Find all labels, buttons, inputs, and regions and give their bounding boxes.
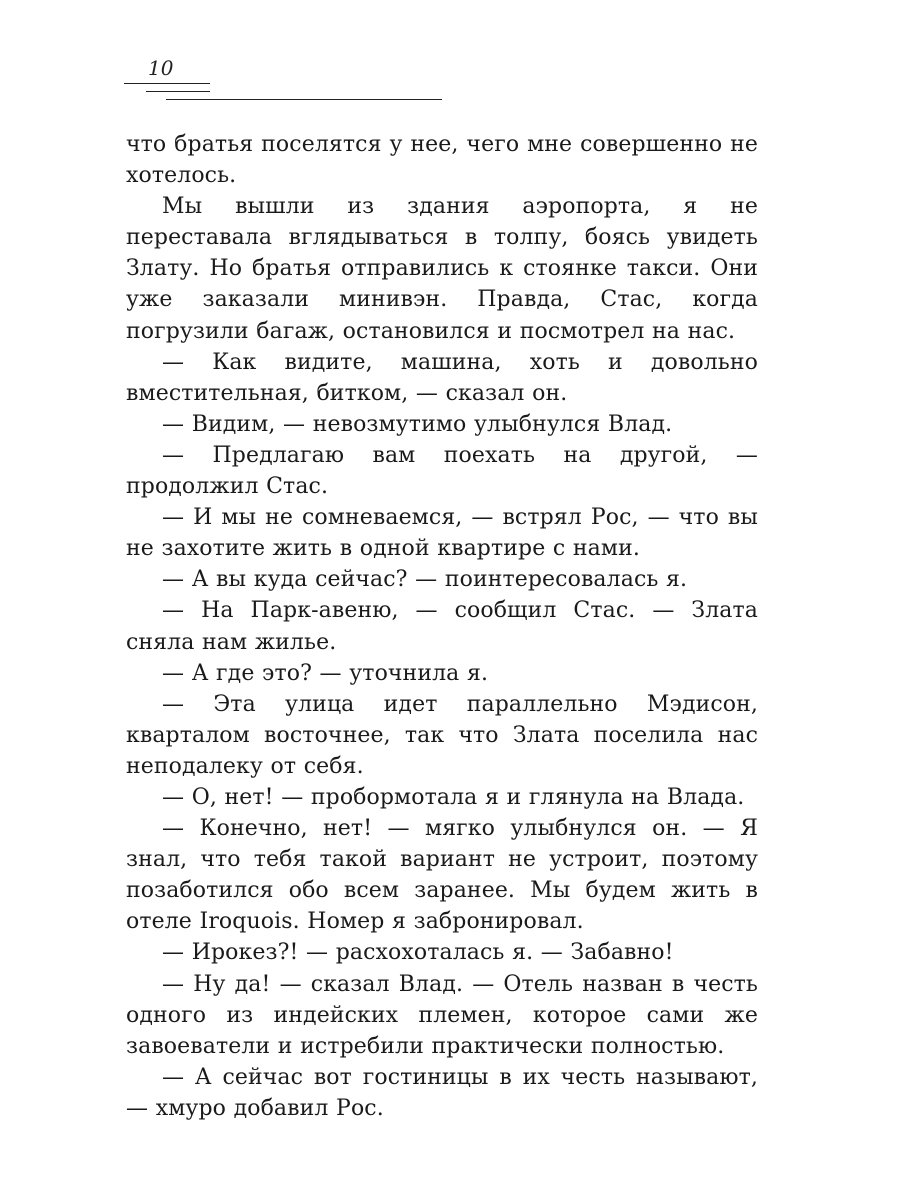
dialogue-paragraph: — А вы куда сейчас? — поинтересовалась я. <box>162 567 688 593</box>
header-rule <box>124 83 210 84</box>
dialogue-paragraph: — Эта улица идет параллельно Мэдисон, кварталом восточнее, так что Злата поселила нас неподалеку от себя. <box>126 691 758 779</box>
dialogue-paragraph: — И мы не сомневаемся, — встрял Рос, — что вы не захотите жить в одной квартире с нами. <box>126 505 758 562</box>
dialogue-paragraph: — На Парк-авеню, — сообщил Стас. — Злата сняла нам жилье. <box>126 598 758 655</box>
dialogue-paragraph: — Конечно, нет! — мягко улыбнулся он. — Я знал, что тебя такой вариант не устроит, поэтому позаботился обо всем заранее. Мы будем жить в отеле Iroquois. Номер я забронировал. <box>126 816 758 935</box>
header-rule <box>146 91 210 92</box>
page-header <box>124 52 464 112</box>
dialogue-paragraph: — Видим, — невозмутимо улыбнулся Влад. <box>162 411 673 437</box>
paragraph: что братья поселятся у нее, чего мне совершенно не хотелось. <box>126 132 758 189</box>
dialogue-paragraph: — Ирокез?! — расхохоталась я. — Забавно! <box>162 940 674 966</box>
dialogue-paragraph: — А сейчас вот гостиницы в их честь называют, — хмуро добавил Рос. <box>126 1064 758 1121</box>
body-text <box>126 129 758 1124</box>
dialogue-paragraph: — А где это? — уточнила я. <box>162 660 489 686</box>
dialogue-paragraph: — О, нет! — пробормотала я и глянула на Влада. <box>162 784 745 810</box>
page-number: 10 <box>148 56 174 80</box>
dialogue-paragraph: — Предлагаю вам поехать на другой, — продолжил Стас. <box>126 442 758 500</box>
header-rule <box>166 99 442 100</box>
dialogue-paragraph: — Ну да! — сказал Влад. — Отель назван в честь одного из индейских племен, которое сами же завоеватели и истребили практически полностью. <box>126 971 758 1059</box>
dialogue-paragraph: — Как видите, машина, хоть и довольно вместительная, битком, — сказал он. <box>126 349 758 406</box>
paragraph: Мы вышли из здания аэропорта, я не переставала вглядываться в толпу, боясь увидеть Злату. Но братья отправились к стоянке такси. Они уже заказали минивэн. Правда, Стас, когда погрузили багаж, остановился и посмотрел на нас. <box>126 194 758 344</box>
